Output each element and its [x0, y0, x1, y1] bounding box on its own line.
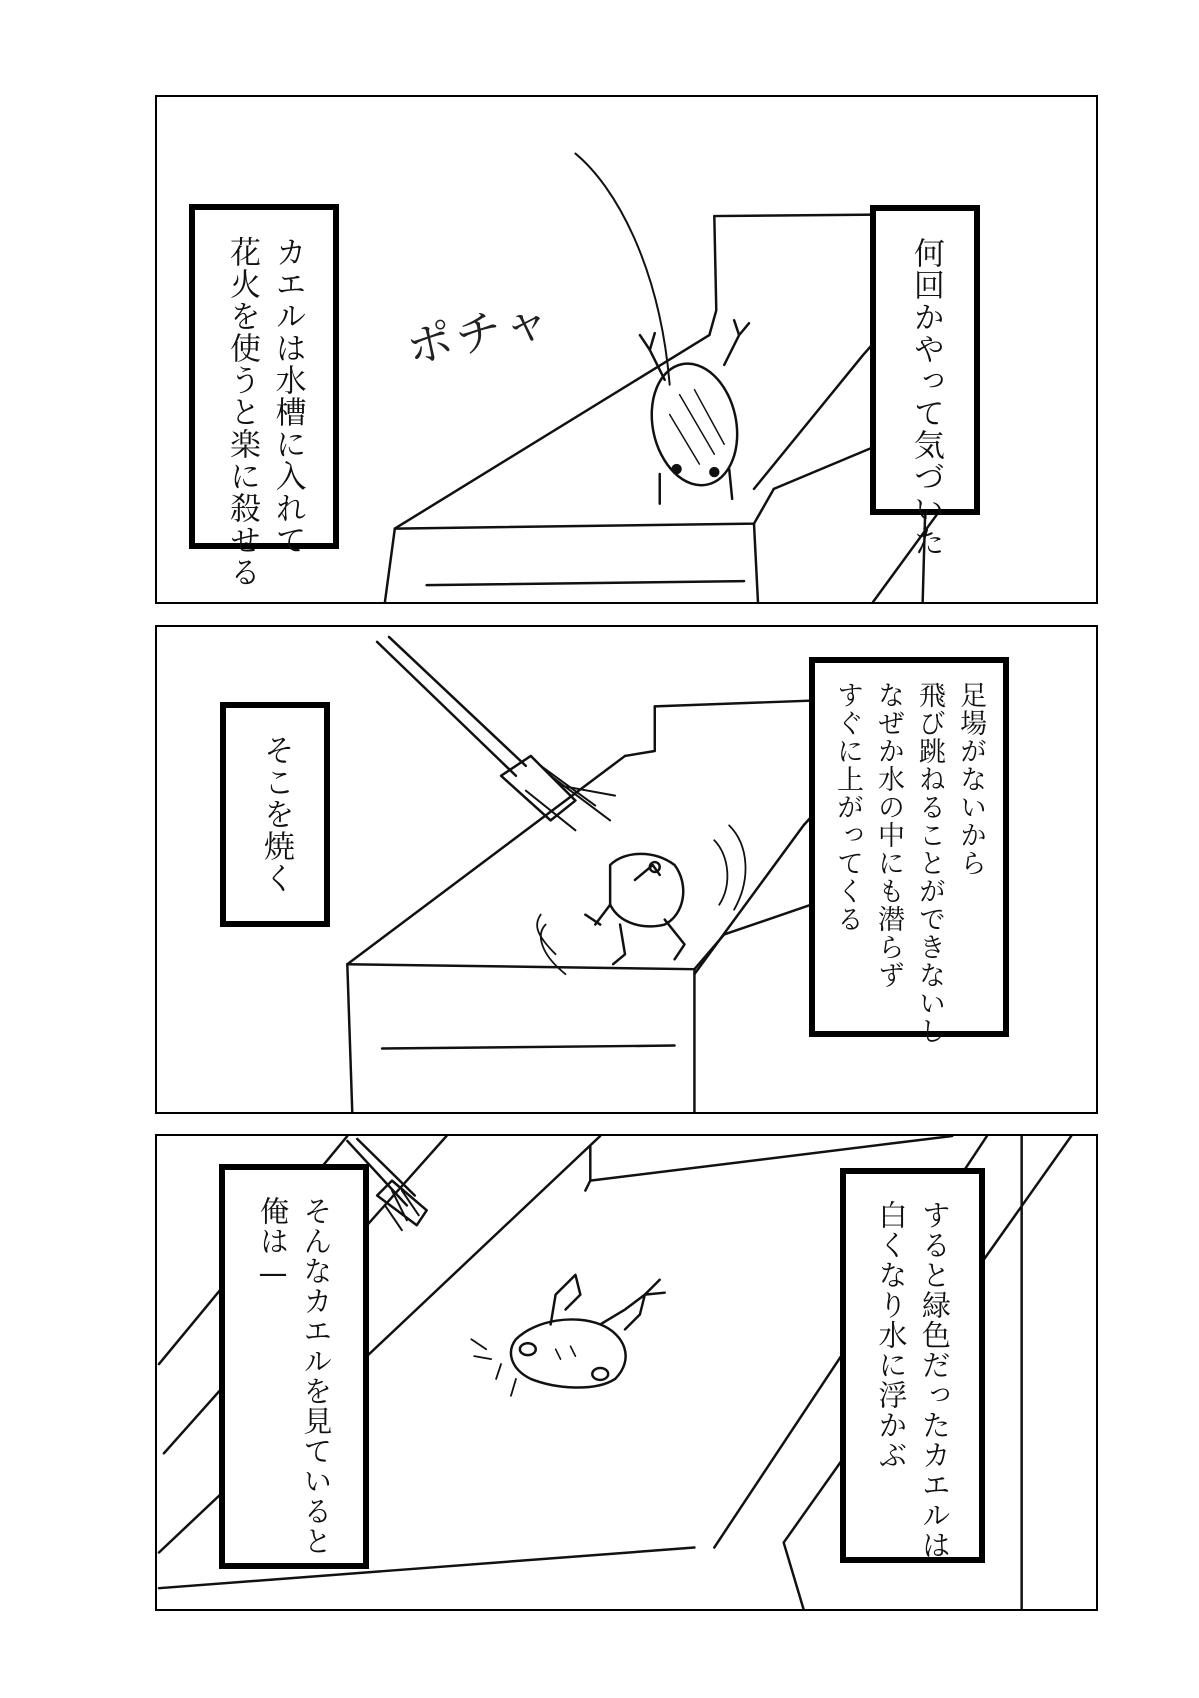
caption-line: すぐに上がってくる — [831, 681, 863, 933]
panel-3 — [155, 1134, 1098, 1611]
panel-1 — [155, 95, 1098, 604]
caption-line: そこを焼く — [257, 734, 294, 894]
panel-2-left-caption — [220, 702, 330, 927]
caption-line: なぜか水の中にも潜らず — [873, 681, 904, 989]
caption-line: 白くなり水に浮かぶ — [874, 1200, 909, 1470]
caption-line: 何回かやって気づいた — [907, 237, 944, 557]
sound-effect-splash: ポチャ — [401, 291, 559, 375]
panel-1-right-caption — [870, 205, 980, 557]
panel-3-right-caption — [840, 1168, 985, 1563]
caption-line: 足場がないから — [955, 681, 987, 877]
panel-1-left-caption — [189, 204, 339, 588]
caption-line: カエルは水槽に入れて — [269, 236, 306, 556]
caption-line: 俺は— — [256, 1196, 290, 1291]
caption-line: 飛び跳ねることができないし — [914, 681, 946, 1045]
caption-line: すると緑色だったカエルは — [917, 1200, 952, 1560]
panel-2-right-caption — [809, 657, 1009, 1045]
caption-line: そんなカエルを見ていると — [299, 1196, 334, 1556]
panel-2 — [155, 625, 1098, 1114]
panel-3-left-caption — [219, 1164, 369, 1569]
caption-line: 花火を使うと楽に殺せる — [224, 236, 260, 588]
